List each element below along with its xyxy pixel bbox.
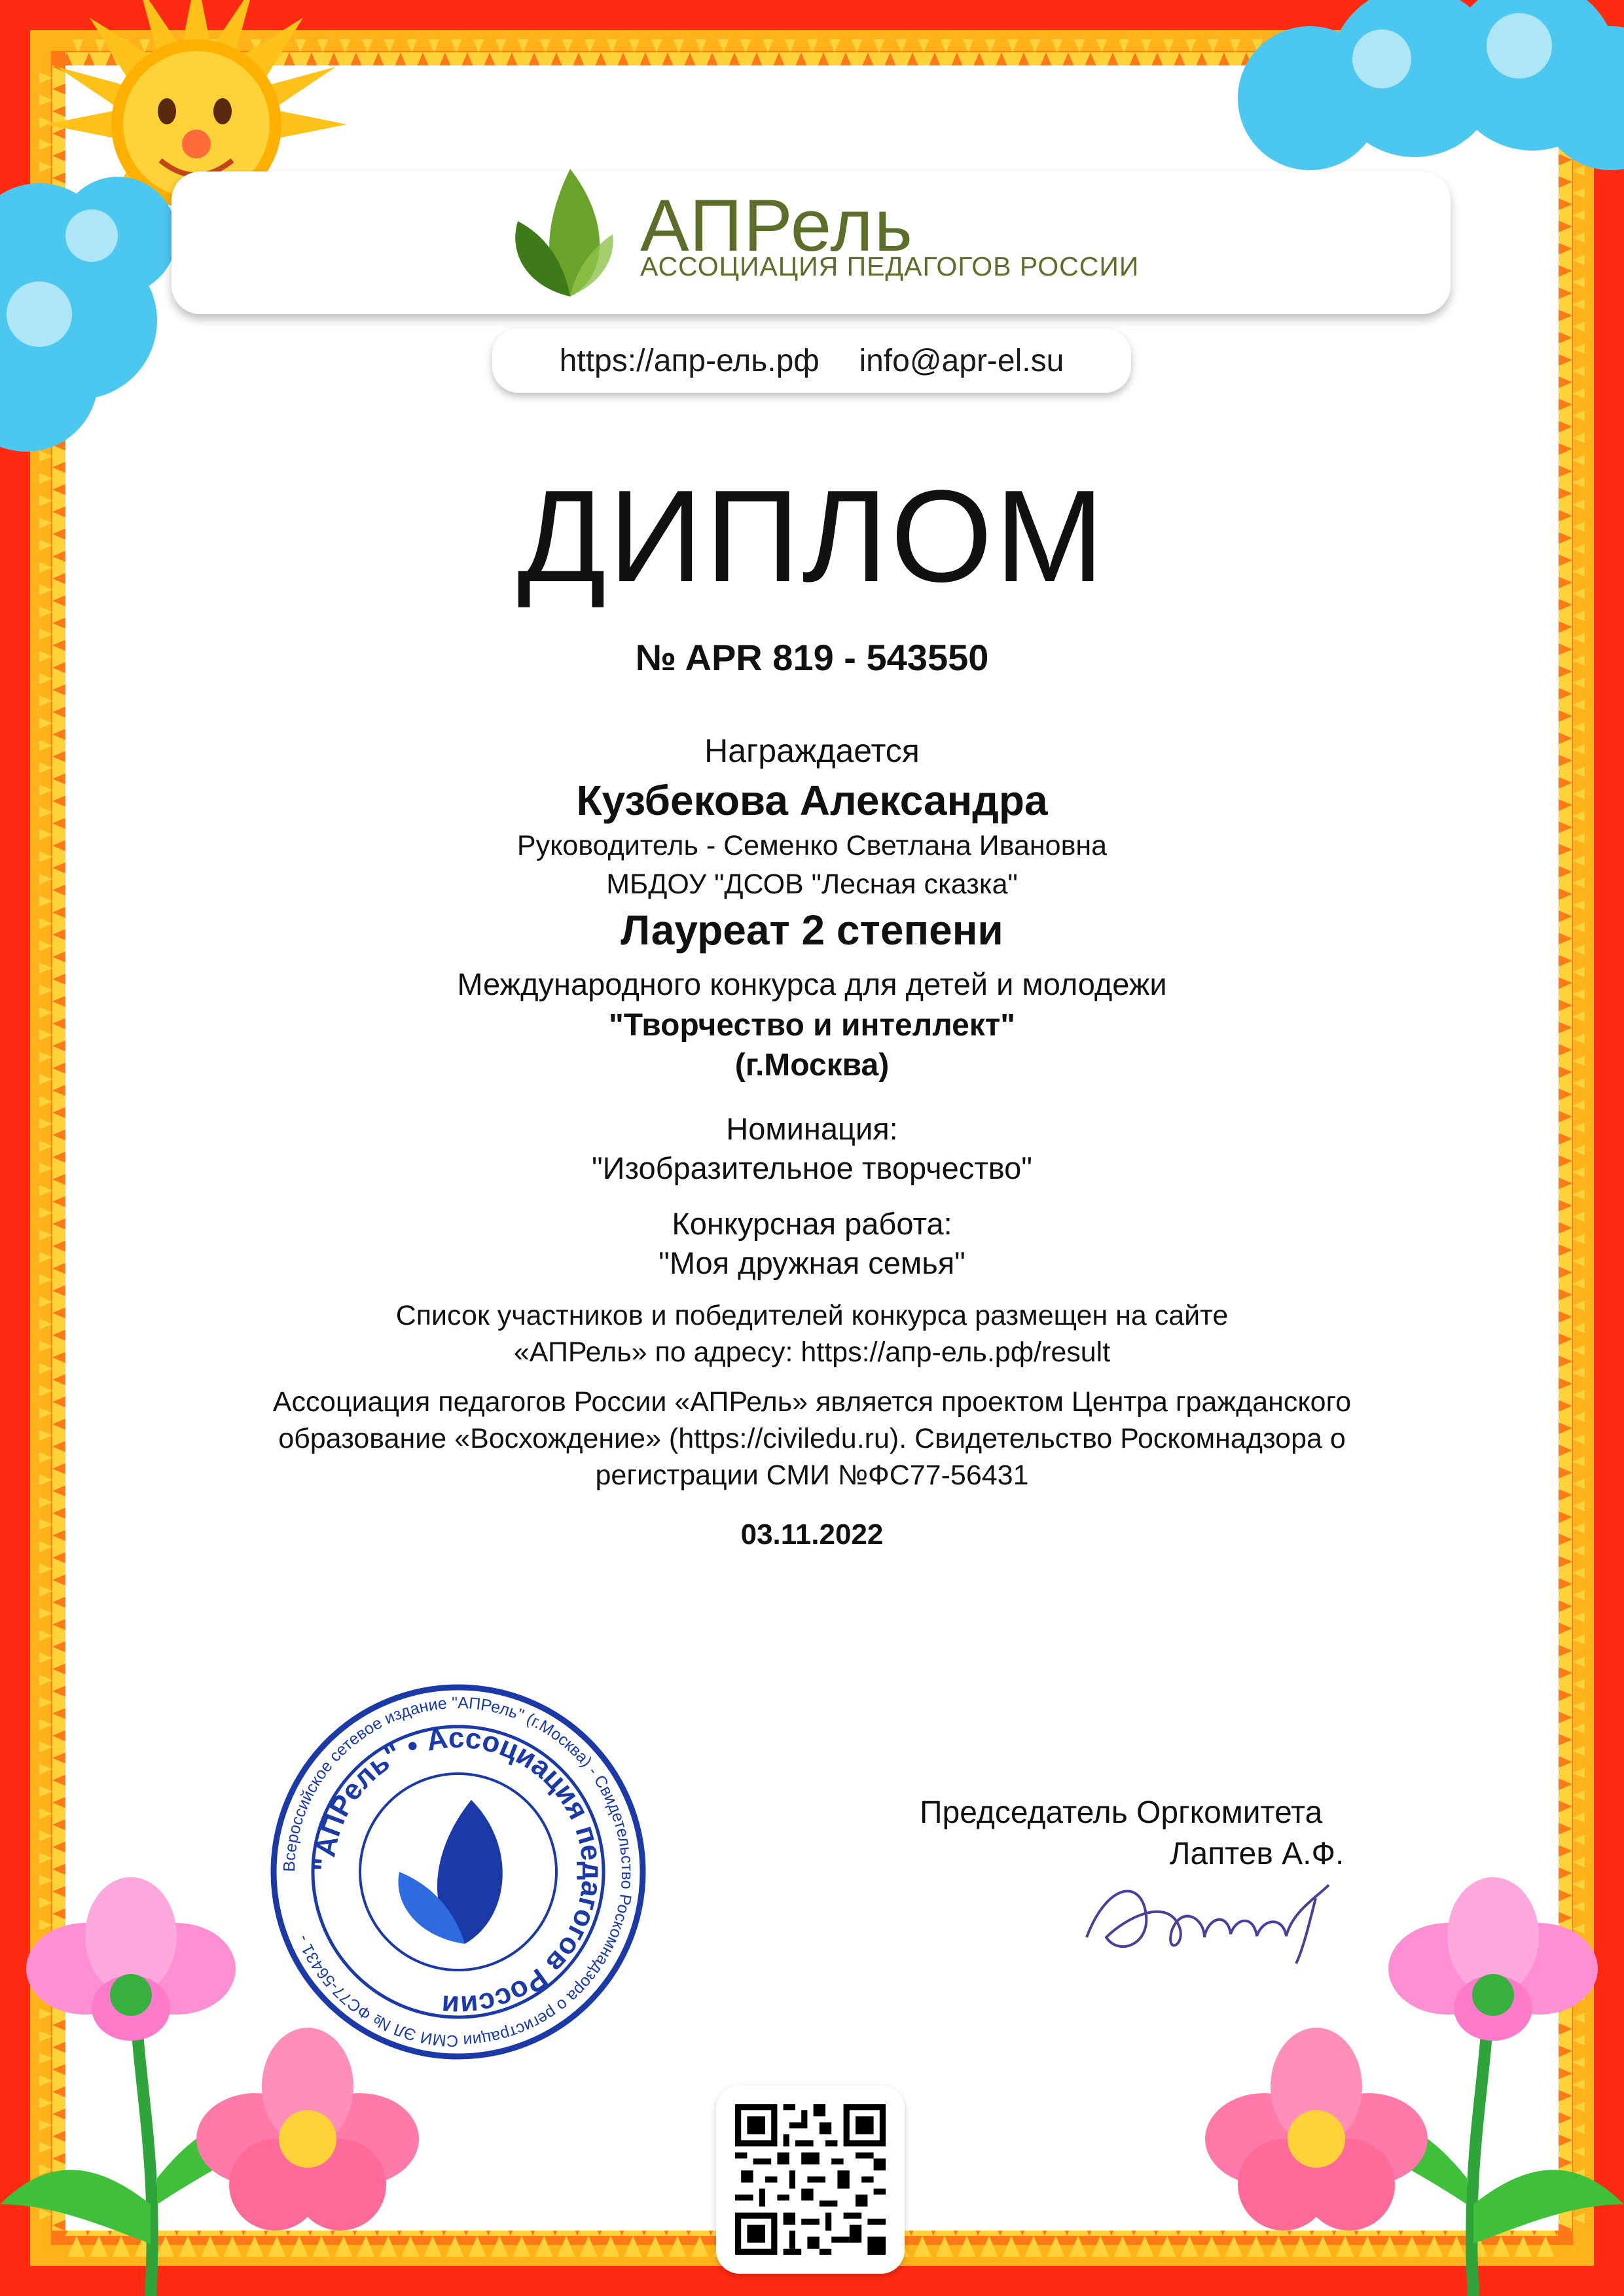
contact-card [492, 329, 1131, 393]
logo-title: АПРель [640, 185, 914, 266]
results-line-1: Список участников и победителей конкурса размещен на сайте [395, 1300, 1229, 1331]
signature-role: Председатель Оргкомитета [920, 1795, 1323, 1830]
contest-name: "Творчество и интеллект" [608, 1008, 1016, 1043]
award-level: Лауреат 2 степени [621, 906, 1003, 954]
work-title: "Моя дружная семья" [659, 1246, 965, 1280]
contest-description: Международного конкурса для детей и молодежи [457, 967, 1167, 1001]
diploma-number: № APR 819 - 543550 [635, 637, 989, 678]
stamp-inner-text: "АПРель" • Ассоциация педагогов России [308, 1721, 609, 2022]
awarded-label: Награждается [704, 732, 920, 769]
institution: МБДОУ "ДСОВ "Лесная сказка" [606, 869, 1018, 900]
diploma-title: ДИПЛОМ [517, 463, 1107, 609]
logo-subtitle: АССОЦИАЦИЯ ПЕДАГОГОВ РОССИИ [640, 251, 1140, 281]
qr-code-icon[interactable] [735, 2104, 886, 2255]
issue-date: 03.11.2022 [740, 1518, 884, 1551]
email-link[interactable]: info@apr-el.su [859, 344, 1064, 378]
association-line-2: образование «Восхождение» (https://civiledu.ru). Свидетельство Роскомнадзора о [278, 1423, 1346, 1454]
supervisor: Руководитель - Семенко Светлана Ивановна [516, 830, 1108, 861]
association-line-1: Ассоциация педагогов России «АПРель» является проектом Центра гражданского [272, 1386, 1352, 1418]
nomination-label: Номинация: [726, 1111, 898, 1146]
stamp-outer-text: Всероссийское сетевое издание "АПРель" (г.Москва) - Свидетельство Роскомнадзора о регистрации СМИ ЭЛ № ФС77-56431 - [280, 1693, 637, 2051]
contest-city: (г.Москва) [734, 1048, 890, 1083]
results-line-2: «АПРель» по адресу: https://апр-ель.рф/result [513, 1336, 1111, 1368]
website-link[interactable]: https://апр-ель.рф [559, 344, 820, 378]
recipient-name: Кузбекова Александра [576, 777, 1048, 824]
association-line-3: регистрации СМИ №ФС77-56431 [595, 1460, 1029, 1491]
work-label: Конкурсная работа: [672, 1206, 952, 1241]
nomination-value: "Изобразительное творчество" [591, 1151, 1032, 1185]
signature-name: Лаптев А.Ф. [1170, 1837, 1344, 1871]
contact-line [492, 343, 1131, 379]
qr-code-card [716, 2085, 905, 2274]
